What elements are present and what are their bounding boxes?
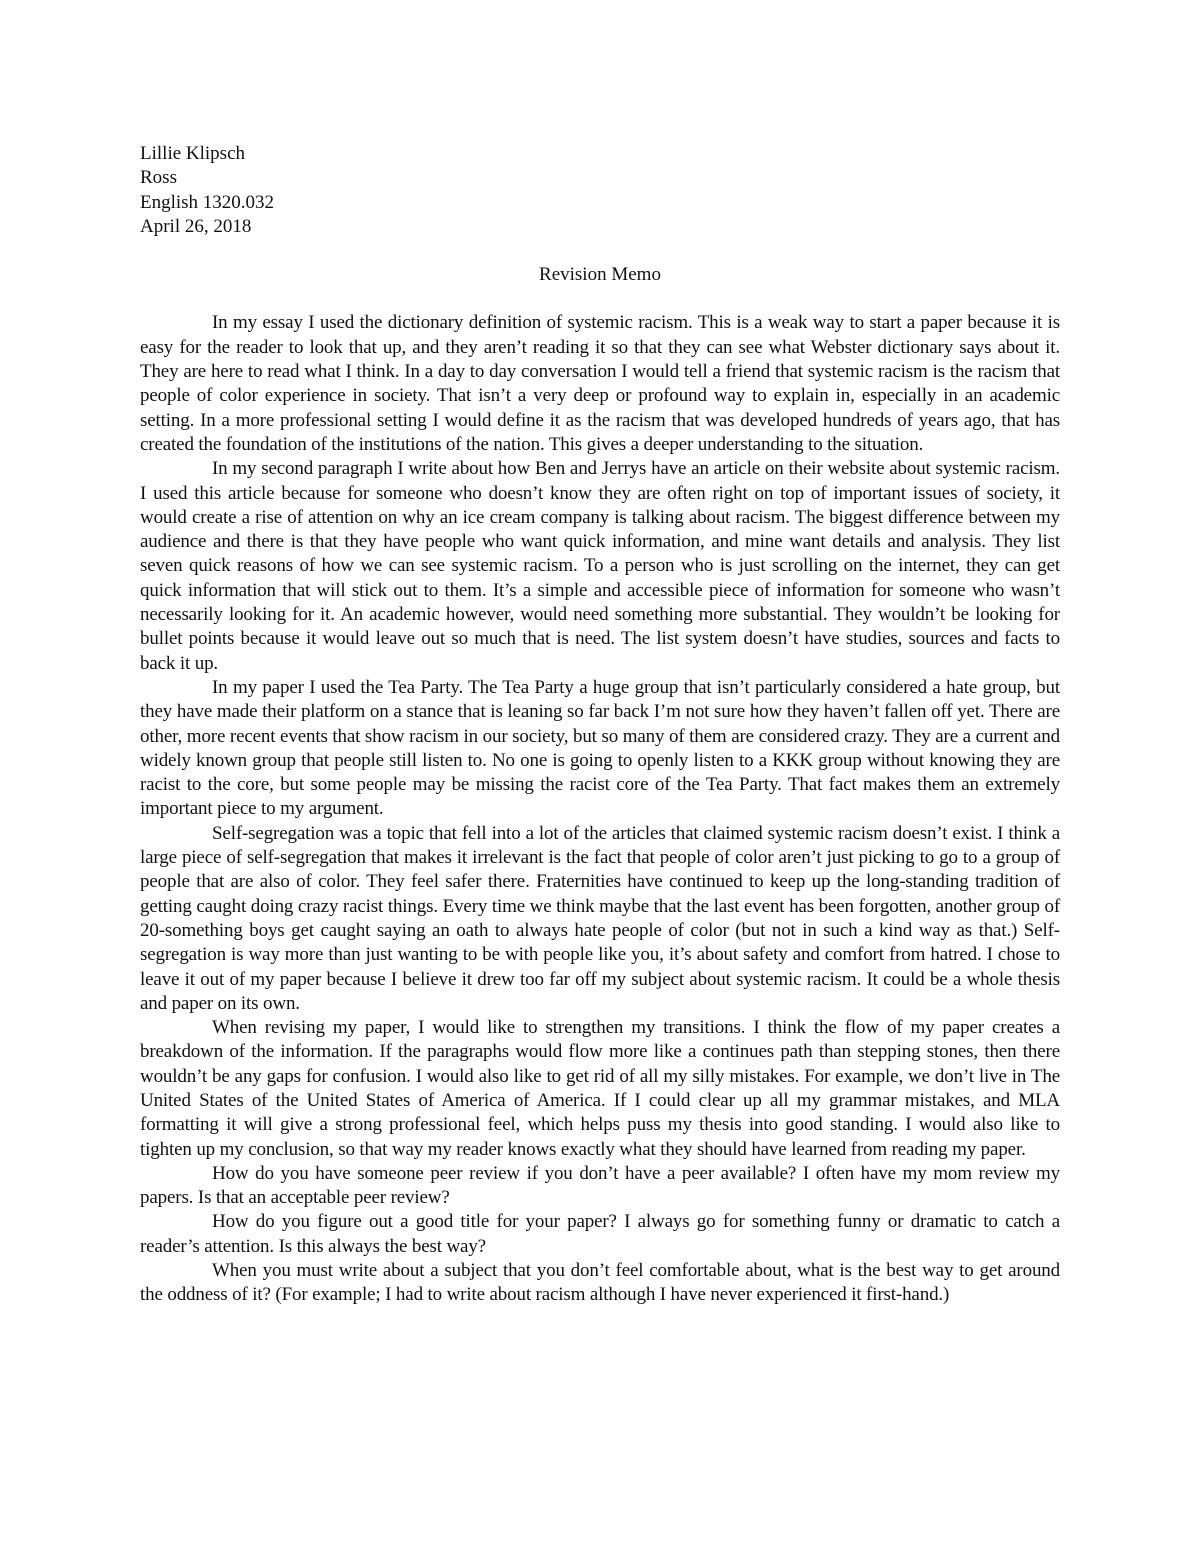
question-title: How do you figure out a good title for your paper? I always go for something funny or dramatic to catch a reader’s attention. Is this always the best way?	[140, 1211, 1060, 1257]
document-title: Revision Memo	[539, 264, 661, 286]
instructor-name: Ross	[140, 167, 177, 189]
header-block	[140, 142, 1060, 239]
question-uncomfortable-subject: When you must write about a subject that you don’t feel comfortable about, what is the best way to get around the oddness of it? (For example; I had to write about racism although I have never experienced it first-hand.)	[140, 1260, 1060, 1306]
author-name: Lillie Klipsch	[140, 143, 246, 164]
paragraph-revisions: When revising my paper, I would like to strengthen my transitions. I think the flow of my paper creates a breakdown of the information. If the paragraphs would flow more like a continues path than stepping stones, then there wouldn’t be any gaps for confusion. I would also like to get rid of all my silly mistakes. For example, we don’t live in The United States of the United States of America of America. If I could clear up all my grammar mistakes, and MLA formatting it will give a strong professional feel, which helps puss my thesis into good standing. I would also like to tighten up my conclusion, so that way my reader knows exactly what they should have learned from reading my paper.	[140, 1017, 1060, 1160]
paragraph-ben-and-jerrys: In my second paragraph I write about how Ben and Jerrys have an article on their website about systemic racism. I used this article because for someone who doesn’t know they are often right on top of important issues of society, it would create a rise of attention on why an ice cream company is talking about racism. The biggest difference between my audience and there is that they have people who want quick information, and mine want details and analysis. They list seven quick reasons of how we can see systemic racism. To a person who is just scrolling on the internet, they can get quick information that will stick out to them. It’s a simple and accessible piece of information for someone who wasn’t necessarily looking for it. An academic however, would need something more substantial. They wouldn’t be looking for bullet points because it would leave out so much that is need. The list system doesn’t have studies, sources and facts to back it up.	[140, 458, 1060, 674]
paragraph-definition: In my essay I used the dictionary definition of systemic racism. This is a weak way to start a paper because it is easy for the reader to look that up, and they aren’t reading it so that they can see what Webster dictionary says about it. They are here to read what I think. In a day to day conversation I would tell a friend that systemic racism is the racism that people of color experience in society. That isn’t a very deep or profound way to explain in, especially in an academic setting. In a more professional setting I would define it as the racism that was developed hundreds of years ago, that has created the foundation of the institutions of the nation. This gives a deeper understanding to the situation.	[140, 312, 1060, 455]
document-body	[140, 142, 1060, 1308]
document-date: April 26, 2018	[140, 215, 252, 237]
course-name: English 1320.032	[140, 191, 275, 213]
paragraph-tea-party: In my paper I used the Tea Party. The Tea Party a huge group that isn’t particularly considered a hate group, but they have made their platform on a stance that is leaning so far back I’m not sure how they haven’t fallen off yet. There are other, more recent events that show racism in our society, but so many of them are considered crazy. They are a current and widely known group that people still listen to. No one is going to openly listen to a KKK group without knowing they are racist to the core, but some people may be missing the racist core of the Tea Party. That fact makes them an extremely important piece to my argument.	[140, 676, 1060, 820]
question-peer-review: How do you have someone peer review if you don’t have a peer available? I often have my mom review my papers. Is that an acceptable peer review?	[140, 1162, 1060, 1209]
paragraph-self-segregation: Self-segregation was a topic that fell into a lot of the articles that claimed systemic racism doesn’t exist. I think a large piece of self-segregation that makes it irrelevant is the fact that people of color aren’t just picking to go to a group of people that are also of color. They feel safer there. Fraternities have continued to keep up the long-standing tradition of getting caught doing crazy racist things. Every time we think maybe that the last event has been forgotten, another group of 20-something boys get caught saying an oath to always hate people of color (but not in such a kind way as that.) Self-segregation is way more than just wanting to be with people like you, it’s about safety and comfort from hatred. I chose to leave it out of my paper because I believe it drew too far off my subject about systemic racism. It could be a whole thesis and paper on its own.	[140, 822, 1060, 1014]
